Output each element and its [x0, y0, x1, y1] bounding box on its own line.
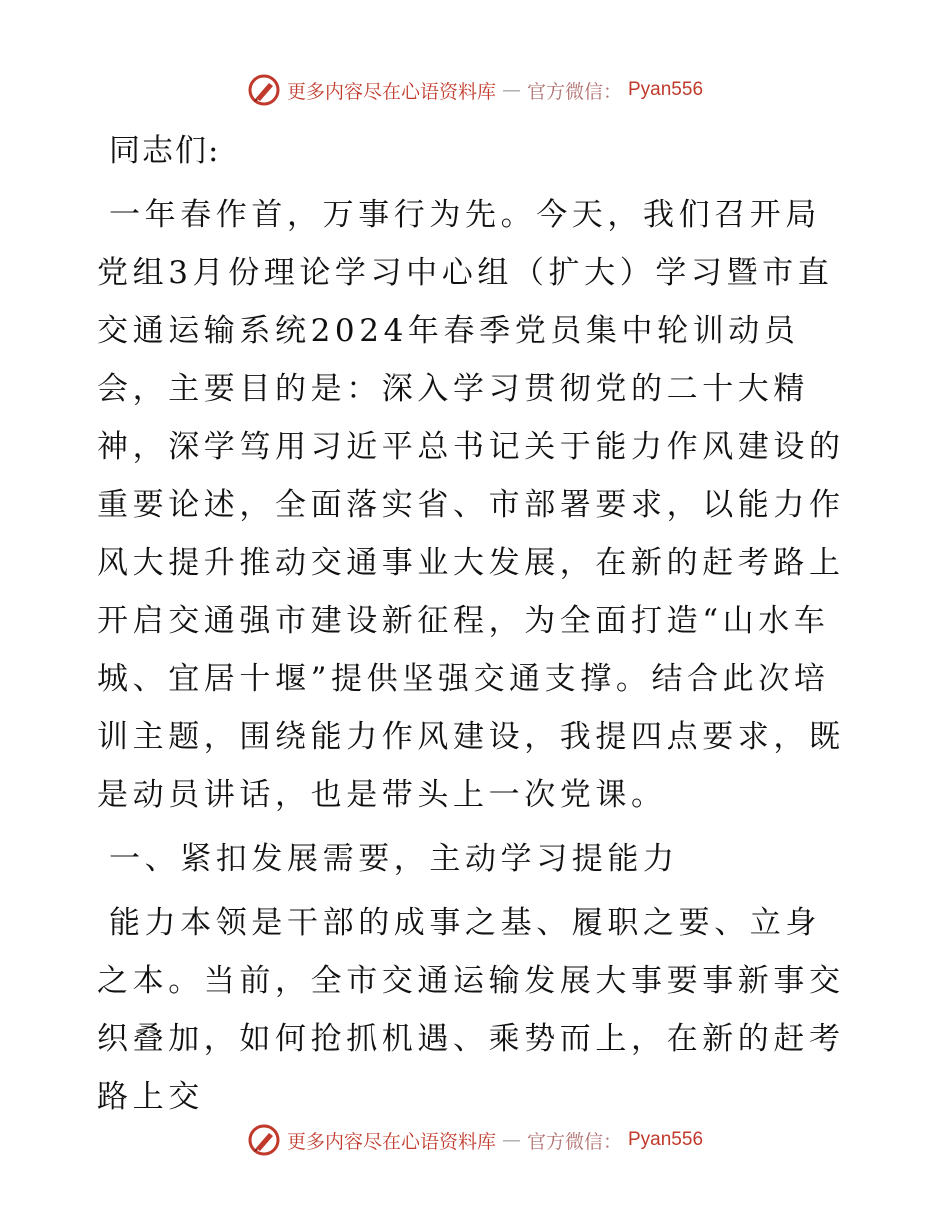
watermark-wechat-label: 官方微信：	[526, 80, 622, 103]
watermark-header	[0, 70, 950, 110]
watermark-site-text: 更多内容尽在心语资料库	[286, 1130, 496, 1153]
watermark-separator: —	[501, 79, 521, 101]
watermark-footer	[0, 1120, 950, 1160]
watermark-wechat-label: 官方微信：	[526, 1130, 622, 1153]
watermark-wechat-id: Pyan556	[628, 1129, 704, 1150]
watermark-wechat-id: Pyan556	[628, 79, 704, 100]
watermark-separator: —	[501, 1129, 521, 1151]
paragraph-section-1: 能力本领是干部的成事之基、履职之要、立身之本。当前，全市交通运输发展大事要事新事交织叠加，如何抢抓机遇、乘势而上，在新的赶考路上交	[97, 905, 845, 1115]
pen-logo-icon	[247, 73, 281, 107]
paragraph-intro: 一年春作首，万事行为先。今天，我们召开局党组3月份理论学习中心组（扩大）学习暨市直交通运输系统2024年春季党员集中轮训动员会，主要目的是：深入学习贯彻党的二十大精神，深学笃用习近平总书记关于能力作风建设的重要论述，全面落实省、市部署要求，以能力作风大提升推动交通事业大发展，在新的赶考路上开启交通强市建设新征程，为全面打造“山水车城、宜居十堰”提供坚强交通支撑。结合此次培训主题，围绕能力作风建设，我提四点要求，既是动员讲话，也是带头上一次党课。	[97, 197, 845, 813]
salutation: 同志们:	[109, 133, 221, 169]
document-body	[97, 122, 853, 1132]
watermark-site-text: 更多内容尽在心语资料库	[286, 80, 496, 103]
pen-logo-icon	[247, 1123, 281, 1157]
section-heading-1: 一、紧扣发展需要，主动学习提能力	[109, 841, 679, 877]
